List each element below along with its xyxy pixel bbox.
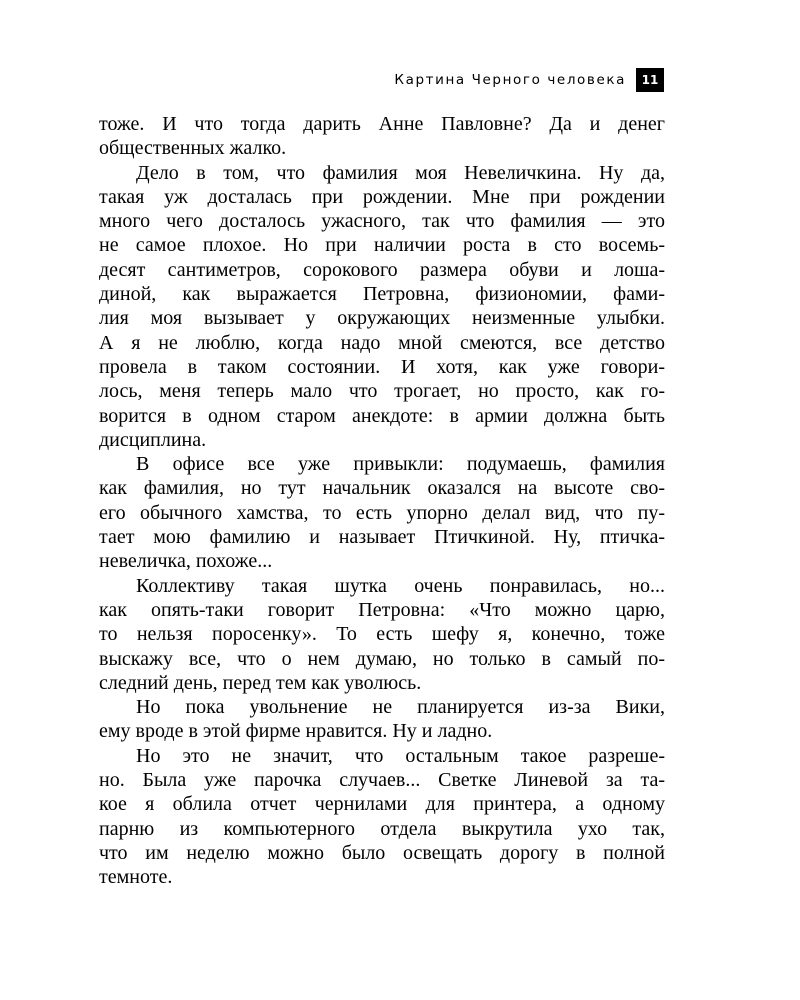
text-line: что им неделю можно было освещать дорогу в полной: [99, 841, 665, 864]
text-line: тает мою фамилию и называет Птичкиной. Ну, птичка-: [99, 526, 665, 549]
text-line: тоже. И что тогда дарить Анне Павловне? Да и денег: [99, 113, 665, 135]
text-line: провела в таком состоянии. И хотя, как уже говори-: [99, 355, 665, 378]
text-line: Но это не значит, что остальным такое разреше-: [136, 744, 665, 767]
text-line: диной, как выражается Петровна, физиономии, фами-: [99, 283, 665, 306]
text-line: ему вроде в этой фирме нравится. Ну и ладно.: [99, 720, 493, 743]
text-line: его обычного хамства, то есть упорно делал вид, что пу-: [99, 501, 665, 524]
text-line: не самое плохое. Но при наличии роста в сто восемь-: [99, 234, 665, 257]
text-line: невеличка, похоже...: [99, 550, 273, 573]
text-line: лия моя вызывает у окружающих неизменные улыбки.: [99, 307, 665, 330]
text-line: лось, меня теперь мало что трогает, но просто, как го-: [99, 380, 665, 403]
running-head: [394, 68, 664, 92]
text-line: парню из компьютерного отдела выкрутила ухо так,: [99, 817, 665, 840]
text-line: ворится в одном старом анекдоте: в армии должна быть: [99, 404, 665, 427]
text-line: следний день, перед тем как уволюсь.: [99, 671, 422, 694]
text-line: В офисе все уже привыкли: подумаешь, фамилия: [136, 453, 665, 476]
body-text: [99, 112, 665, 890]
text-line: десят сантиметров, сорокового размера обуви и лоша-: [99, 258, 665, 281]
text-line: Дело в том, что фамилия моя Невеличкина. Ну да,: [136, 161, 665, 184]
text-line: как фамилия, но тут начальник оказался на высоте сво-: [99, 477, 665, 500]
text-line: такая уж досталась при рождении. Мне при рождении: [99, 185, 665, 208]
text-line: дисциплина.: [99, 428, 207, 451]
text-line: кое я облила отчет чернилами для принтера, а одному: [99, 793, 665, 816]
text-line: Коллективу такая шутка очень понравилась, но...: [136, 574, 665, 597]
text-line: то нельзя поросенку». То есть шефу я, конечно, тоже: [99, 623, 665, 646]
text-line: темноте.: [99, 866, 173, 889]
text-line: общественных жалко.: [99, 137, 287, 160]
text-line: как опять-таки говорит Петровна: «Что можно царю,: [99, 598, 665, 621]
text-line: А я не люблю, когда надо мной смеются, все детство: [99, 331, 665, 354]
running-title: Картина Черного человека: [394, 72, 626, 88]
text-line: но. Была уже парочка случаев... Светке Линевой за та-: [99, 769, 665, 792]
text-line: Но пока увольнение не планируется из-за Вики,: [136, 696, 665, 719]
text-line: выскажу все, что о нем думаю, но только в самый по-: [99, 647, 665, 670]
text-line: много чего досталось ужасного, так что фамилия — это: [99, 210, 665, 233]
page-number: 11: [636, 68, 664, 92]
